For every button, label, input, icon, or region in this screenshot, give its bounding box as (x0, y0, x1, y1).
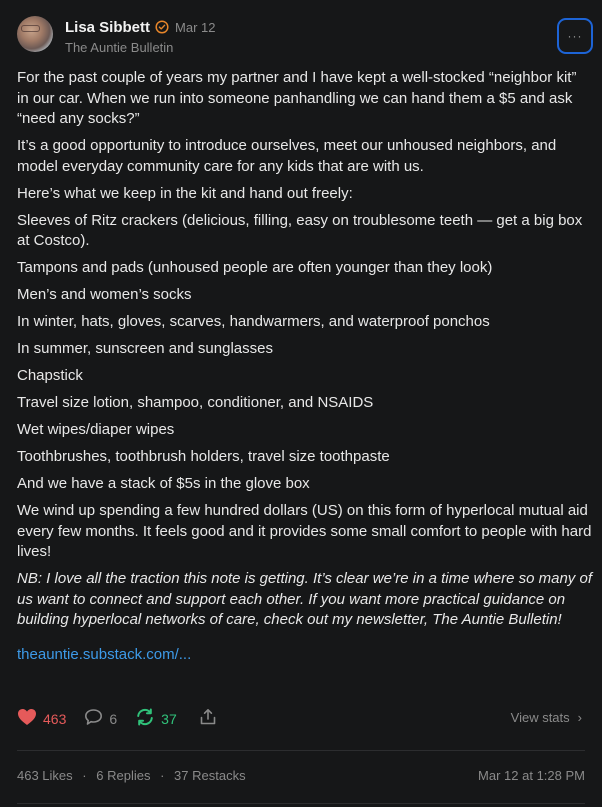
likes-summary[interactable]: 463 Likes (17, 768, 73, 783)
heart-icon (17, 708, 37, 731)
separator: · (82, 768, 87, 783)
restack-count: 37 (161, 711, 177, 727)
ellipsis-icon: ··· (567, 29, 583, 43)
post-date[interactable]: Mar 12 (175, 19, 216, 35)
separator: · (160, 768, 165, 783)
paragraph: Men’s and women’s socks (17, 286, 192, 303)
action-bar (17, 708, 585, 730)
restack-button[interactable] (135, 708, 177, 731)
share-button[interactable] (199, 708, 217, 731)
replies-summary[interactable]: 6 Replies (96, 768, 151, 783)
view-stats-link[interactable] (511, 710, 582, 725)
reply-count: 6 (109, 711, 118, 727)
more-options-button[interactable] (557, 18, 593, 54)
paragraph: We wind up spending a few hundred dollars (US) on this form of hyperlocal mutual aid every few months. It feels good and it provides some small comfort to people with hard lives! (17, 502, 592, 560)
nb-note: NB: I love all the traction this note is getting. It’s clear we’re in a time where so many of us want to connect and support each other. If you want more practical guidance on building hyperlocal networks of care, check out my newsletter, The Auntie Bulletin! (17, 570, 592, 628)
divider (17, 750, 585, 751)
restack-arrows-icon (135, 708, 155, 731)
paragraph: It’s a good opportunity to introduce ourselves, meet our unhoused neighbors, and model everyday community care for any kids that are with us. (17, 137, 557, 175)
paragraph: In summer, sunscreen and sunglasses (17, 340, 273, 357)
paragraph: Tampons and pads (unhoused people are often younger than they look) (17, 259, 493, 276)
paragraph: Toothbrushes, toothbrush holders, travel size toothpaste (17, 448, 390, 465)
post-timestamp: Mar 12 at 1:28 PM (478, 768, 585, 783)
divider (17, 803, 585, 804)
author-name[interactable]: Lisa Sibbett (65, 18, 151, 36)
paragraph: Here’s what we keep in the kit and hand out freely: (17, 184, 353, 202)
paragraph: Travel size lotion, shampoo, conditioner, and NSAIDS (17, 394, 374, 411)
author-meta (65, 17, 215, 55)
like-count: 463 (43, 711, 67, 727)
share-upload-icon (199, 708, 217, 731)
engagement-summary (17, 768, 585, 786)
paragraph: For the past couple of years my partner and I have kept a well-stocked “neighbor kit” in our car. When we run into someone panhandling we can hand them a $5 and ask “need any socks?” (17, 69, 577, 127)
paragraph: Chapstick (17, 367, 83, 384)
paragraph: In winter, hats, gloves, scarves, handwarmers, and waterproof ponchos (17, 313, 490, 330)
view-stats-label: View stats (510, 710, 570, 725)
restacks-summary[interactable]: 37 Restacks (174, 768, 246, 783)
newsletter-link[interactable]: theauntie.substack.com/... (17, 646, 192, 663)
paragraph: Sleeves of Ritz crackers (delicious, filling, easy on troublesome teeth — get a big box at Costco). (17, 211, 583, 249)
note-header (17, 16, 215, 55)
like-button[interactable] (17, 708, 66, 731)
note-body (17, 68, 592, 666)
chevron-right-icon: › (577, 710, 582, 725)
avatar[interactable] (17, 16, 53, 52)
comment-bubble-icon (84, 708, 103, 731)
verified-badge-icon (155, 20, 169, 34)
reply-button[interactable] (84, 708, 117, 731)
paragraph: And we have a stack of $5s in the glove box (17, 475, 310, 492)
paragraph: Wet wipes/diaper wipes (17, 421, 175, 438)
publication-name[interactable]: The Auntie Bulletin (65, 40, 174, 55)
